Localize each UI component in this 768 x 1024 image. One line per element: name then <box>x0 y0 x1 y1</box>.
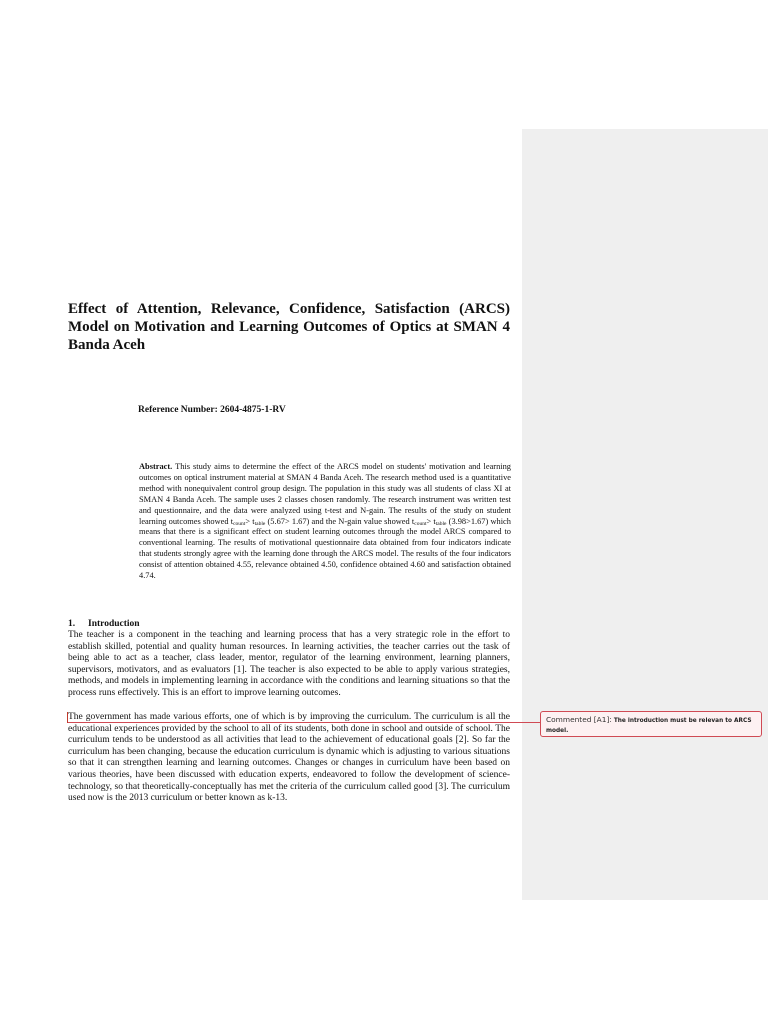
comment-label: Commented [A1]: <box>546 715 612 724</box>
subscript-count: count <box>233 520 246 527</box>
abstract-text: This study aims to determine the effect of the ARCS model on students' motivation and learning outcomes on optical instrument material at SMAN 4 Banda Aceh. The research method used is a quantitative method with nonequivalent control group design. The population in this study was all students of class XI at SMAN 4 Banda Aceh. The sample uses 2 classes chosen randomly. The research instrument was written test and questionnaire, and the data were analyzed using t-test and N-gain. The results of the study on student learning outcomes showed t <box>139 462 511 526</box>
section-title: Introduction <box>88 619 140 629</box>
paragraph-text: government has made various efforts, one of which is by improving the curriculum. The curriculum is all the educational experiences provided by the school to all of its students, both done in school and outside of school. The curriculum tends to be understood as all activities that lead to the achievement of educational goals [2]. So far the curriculum has been changing, because the education curriculum is dynamic which is adjusting to various situations so that it can strengthen learning and learning outcomes. Changes or changes in curriculum have been based on various theories, have been discussed with education experts, endeavored to follow the development of science-technology, so that theoretically-conceptually has met the criteria of the curriculum called good [3]. The curriculum used now is the 2013 curriculum or better known as k-13. <box>68 712 510 804</box>
abstract-label: Abstract. <box>139 462 173 471</box>
introduction-paragraph-1: The teacher is a component in the teaching and learning process that has a very strategic role in the effort to establish skilled, potential and quality human resources. In learning activities, the teacher carries out the task of being able to act as a teacher, class leader, mentor, regulator of the learning environment, learning planners, supervisors, motivators, and as evaluators [1]. The teacher is also expected to be able to apply various strategies, methods, and models in implementing learning in accordance with the conditions and learning situations so that the process runs effectively. This is an effort to improve learning outcomes. <box>68 630 510 698</box>
subscript-table: table <box>435 520 447 527</box>
comment-connector-line <box>68 722 540 723</box>
comment-anchor-text: The <box>68 712 83 722</box>
subscript-count: count <box>414 520 427 527</box>
abstract-text: > t <box>426 516 436 526</box>
abstract-text: (5.67> 1.67) and the N-gain value showed t <box>265 516 415 526</box>
comment-text: The introduction must be relevan to ARCS model. <box>546 718 752 734</box>
abstract <box>139 462 511 582</box>
reference-number: Reference Number: 2604-4875-1-RV <box>138 405 286 415</box>
abstract-text: > t <box>245 516 255 526</box>
subscript-table: table <box>254 520 266 527</box>
abstract-text: (3.98>1.67) which means that there is a significant effect on student learning outcomes through the model ARCS compared to conventional learning. The results of motivational questionnaire data obtained from four indicators indicate that students strongly agree with the learning done through the ARCS model. The results of the four indicators consist of attention obtained 4.55, relevance obtained 4.50, confidence obtained 4.60 and satisfaction obtained 4.74. <box>139 516 511 581</box>
comment-balloon[interactable] <box>540 711 762 737</box>
section-heading-introduction <box>68 618 268 630</box>
paper-title: Effect of Attention, Relevance, Confidence, Satisfaction (ARCS) Model on Motivation and Learning Outcomes of Optics at SMAN 4 Banda Aceh <box>68 301 510 353</box>
section-number: 1. <box>68 619 76 629</box>
introduction-paragraph-2 <box>68 712 510 805</box>
comment-pane <box>522 129 768 900</box>
